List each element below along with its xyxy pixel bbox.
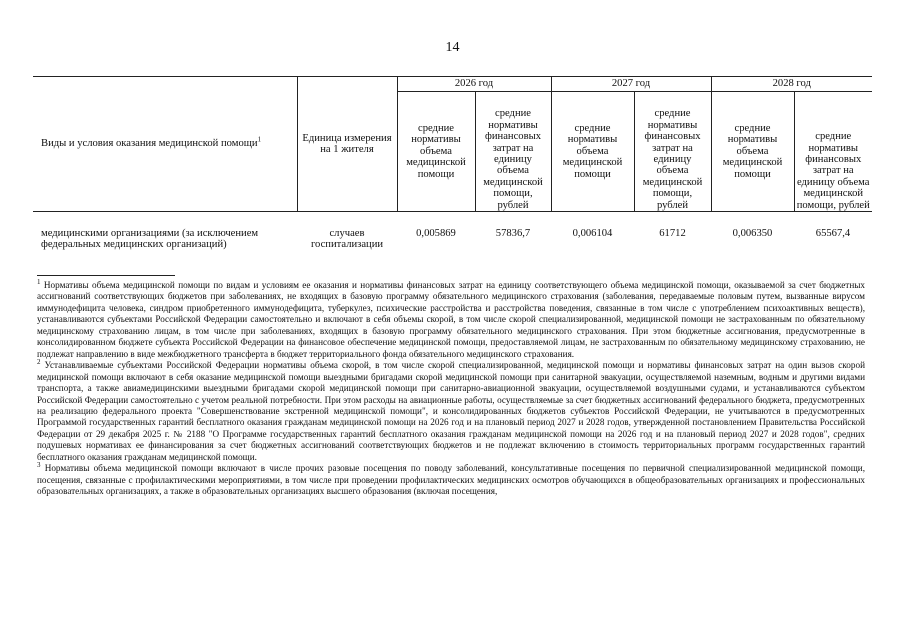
footnote-2-text: Устанавливаемые субъектами Российской Федерации нормативы объема скорой, в том числе скорой специализированной, медицинской помощи и нормативы финансовых затрат на один вызов скорой медицинской помощи включают в себя оказание медицинской помощи выездными бригадами скорой медицинской помощи при санитарной эвакуации, осуществляемой наземным, водным и другими видами транспорта, а также авиамедицинскими выездными бригадами скорой медицинской помощи при санитарно-авиационной эвакуации, осуществляемой воздушными судами, и устанавливаются субъектом Российской Федерации самостоятельно с учетом реальной потребности. При этом расходы на авиационные работы, осуществляемые за счет бюджетных ассигнований федерального бюджета, предусмотренных на реализацию федерального проекта "Совершенствование экстренной медицинской помощи", и консолидированных бюджетов субъектов Российской Федерации, не учитываются в предусмотренных Программой государственных гарантий бесплатного оказания гражданам медицинской помощи на 2026 год и на плановый период 2027 и 2028 годов, утвержденной постановлением Правительства Российской Федерации от 29 декабря 2025 г. № 2188 "О Программе государственных гарантий бесплатного оказания гражданам медицинской помощи на 2026 год и на плановый период 2027 и 2028 годов", средних подушевых нормативах ее финансирования за счет бюджетных ассигнований соответствующих бюджетов и не подлежат включению в стоимость территориальных программ государственных гарантий бесплатного оказания гражданам медицинской помощи. bbox=[37, 360, 865, 462]
header-year-2027: 2027 год bbox=[551, 77, 711, 92]
header-cost-2027: средние нормативы финансовых затрат на единицу объема медицинской помощи, рублей bbox=[634, 92, 711, 212]
footnotes bbox=[37, 277, 866, 498]
page-number: 14 bbox=[445, 40, 460, 55]
header-volume-2026: средние нормативы объема медицинской помощи bbox=[397, 92, 475, 212]
header-year-2028: 2028 год bbox=[711, 77, 872, 92]
footnote-2 bbox=[37, 360, 865, 463]
footnote-3 bbox=[37, 463, 865, 497]
header-year-2026: 2026 год bbox=[397, 77, 551, 92]
value-cost-2026: 57836,7 bbox=[495, 228, 531, 239]
header-kind-footnote: 1 bbox=[257, 135, 262, 144]
header-kind-text: Виды и условия оказания медицинской помощи bbox=[41, 138, 258, 150]
footnote-1-text: Нормативы объема медицинской помощи по видам и условиям ее оказания и нормативы финансовых затрат на единицу соответствующего объема медицинской помощи, оказываемой за счет бюджетных ассигнований соответствующих бюджетов при заболеваниях, не входящих в базовую программу обязательного медицинского страхования (заболевания, передаваемые половым путем, вызванные вирусом иммунодефицита человека, синдром приобретенного иммунодефицита, туберкулез, психические расстройства и расстройства поведения, связанные в том числе с употреблением психоактивных веществ), устанавливаются субъектами Российской Федерации самостоятельно и включают в себя объемы скорой, в том числе скорой специализированной, медицинской помощи не застрахованным по обязательному медицинскому страхованию лицам, в том числе при заболеваниях, входящих в базовую программу обязательного медицинского страхования. При этом бюджетные ассигнования, предусмотренные в консолидированном бюджете субъекта Российской Федерации на финансовое обеспечение медицинской помощи, предоставляемой лицам, не застрахованным по обязательному медицинскому страхованию, не подлежат направлению в виде межбюджетного трансферта в бюджет территориального фонда обязательного медицинского страхования. bbox=[37, 280, 866, 359]
header-kind bbox=[33, 77, 297, 212]
value-volume-2027: 0,006104 bbox=[572, 228, 613, 239]
value-cost-2028: 65567,4 bbox=[815, 228, 851, 239]
header-volume-2028: средние нормативы объема медицинской помощи bbox=[711, 92, 794, 212]
row-kind: медицинскими организациями (за исключением федеральных медицинских организаций) bbox=[41, 228, 259, 251]
header-volume-2027: средние нормативы объема медицинской помощи bbox=[551, 92, 634, 212]
footnote-1-number: 1 bbox=[37, 277, 41, 286]
table-row bbox=[33, 212, 872, 251]
header-cost-2026: средние нормативы финансовых затрат на единицу объема медицинской помощи, рублей bbox=[475, 92, 551, 212]
footnote-1 bbox=[37, 277, 866, 360]
value-volume-2026: 0,005869 bbox=[416, 228, 456, 239]
value-cost-2027: 61712 bbox=[659, 228, 686, 239]
header-cost-2028: средние нормативы финансовых затрат на единицу объема медицинской помощи, рублей bbox=[794, 92, 872, 212]
header-unit: Единица измерения на 1 жителя bbox=[297, 77, 397, 212]
footnote-divider bbox=[37, 275, 175, 276]
norms-table bbox=[33, 76, 872, 251]
footnote-3-text: Нормативы объема медицинской помощи включают в числе прочих разовые посещения по поводу заболеваний, консультативные посещения по первичной специализированной медицинской помощи, посещения, связанные с профилактическими мероприятиями, в том числе при проведении профилактических медицинских осмотров обучающихся в общеобразовательных организациях и профессиональных образовательных организациях, а также в образовательных организациях высшего образования (включая посещения, bbox=[37, 463, 866, 497]
footnote-2-number: 2 bbox=[37, 358, 41, 367]
footnote-3-number: 3 bbox=[37, 461, 41, 470]
row-unit: случаев госпитализации bbox=[310, 228, 384, 251]
value-volume-2028: 0,006350 bbox=[732, 228, 773, 239]
